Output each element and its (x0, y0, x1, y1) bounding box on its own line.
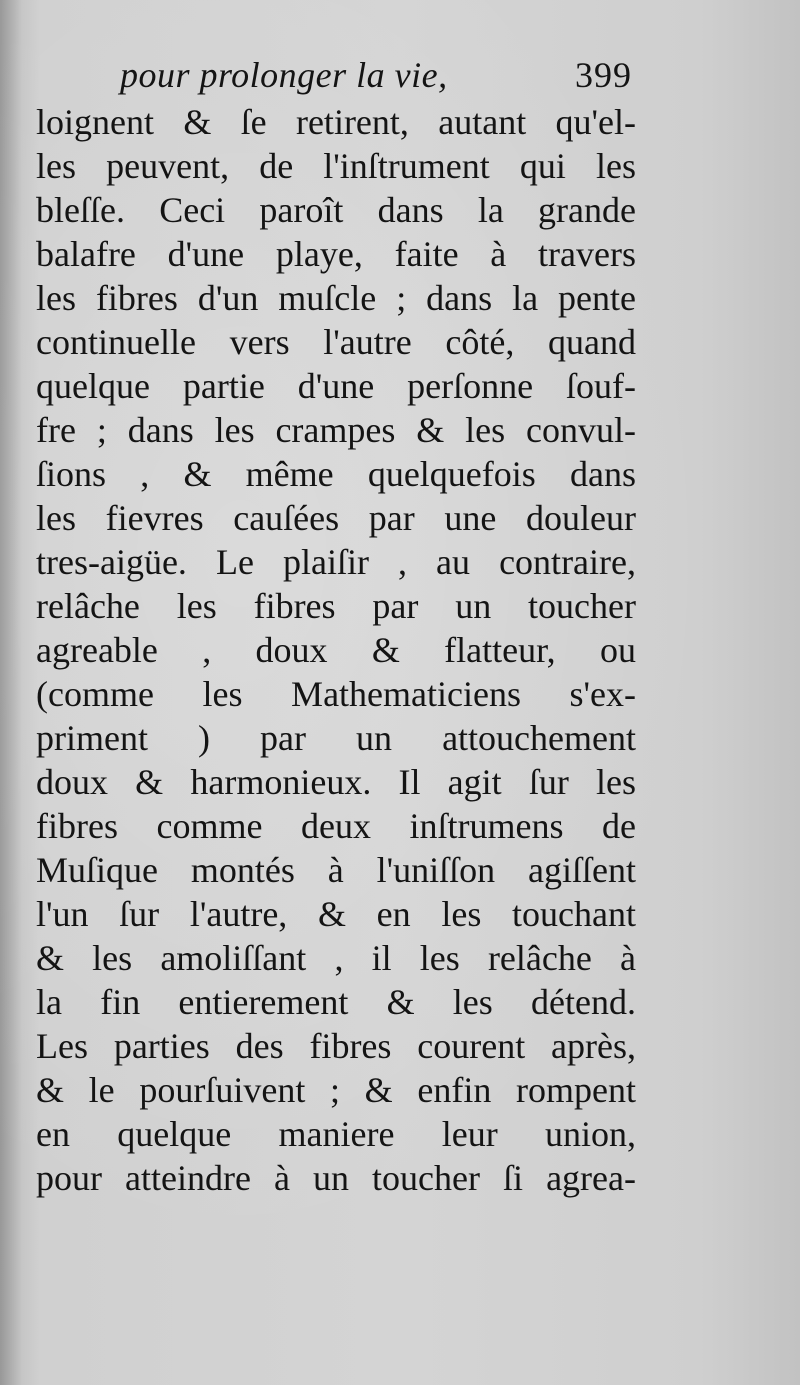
text-line: ſions , & même quelquefois dans (36, 454, 636, 494)
text-line: tres-aigüe. Le plaiſir , au contraire, (36, 542, 636, 582)
text-line: l'un ſur l'autre, & en les touchant (36, 894, 636, 934)
text-line: les peuvent, de l'inſtrument qui les (36, 146, 636, 186)
text-line: en quelque maniere leur union, (36, 1114, 636, 1154)
text-line: la fin entierement & les détend. (36, 982, 636, 1022)
text-line: loignent & ſe retirent, autant qu'el- (36, 102, 636, 142)
gutter-shadow (0, 0, 22, 1385)
text-line: pour atteindre à un toucher ſi agrea- (36, 1158, 636, 1198)
text-line: agreable , doux & flatteur, ou (36, 630, 636, 670)
body-text (36, 100, 636, 1200)
text-line: bleſſe. Ceci paroît dans la grande (36, 190, 636, 230)
running-head (120, 50, 640, 100)
text-line: continuelle vers l'autre côté, quand (36, 322, 636, 362)
text-line: & le pourſuivent ; & enfin rompent (36, 1070, 636, 1110)
text-line: & les amoliſſant , il les relâche à (36, 938, 636, 978)
page-number: 399 (575, 55, 632, 95)
text-line: Muſique montés à l'uniſſon agiſſent (36, 850, 636, 890)
text-line: priment ) par un attouchement (36, 718, 636, 758)
text-line: doux & harmonieux. Il agit ſur les (36, 762, 636, 802)
text-line: balafre d'une playe, faite à travers (36, 234, 636, 274)
running-title: pour prolonger la vie, (120, 55, 448, 95)
text-line: (comme les Mathematiciens s'ex- (36, 674, 636, 714)
text-line: les fibres d'un muſcle ; dans la pente (36, 278, 636, 318)
text-line: fibres comme deux inſtrumens de (36, 806, 636, 846)
text-line: relâche les fibres par un toucher (36, 586, 636, 626)
text-line: fre ; dans les crampes & les convul- (36, 410, 636, 450)
text-line: les fievres cauſées par une douleur (36, 498, 636, 538)
text-line: Les parties des fibres courent après, (36, 1026, 636, 1066)
text-line: quelque partie d'une perſonne ſouf- (36, 366, 636, 406)
